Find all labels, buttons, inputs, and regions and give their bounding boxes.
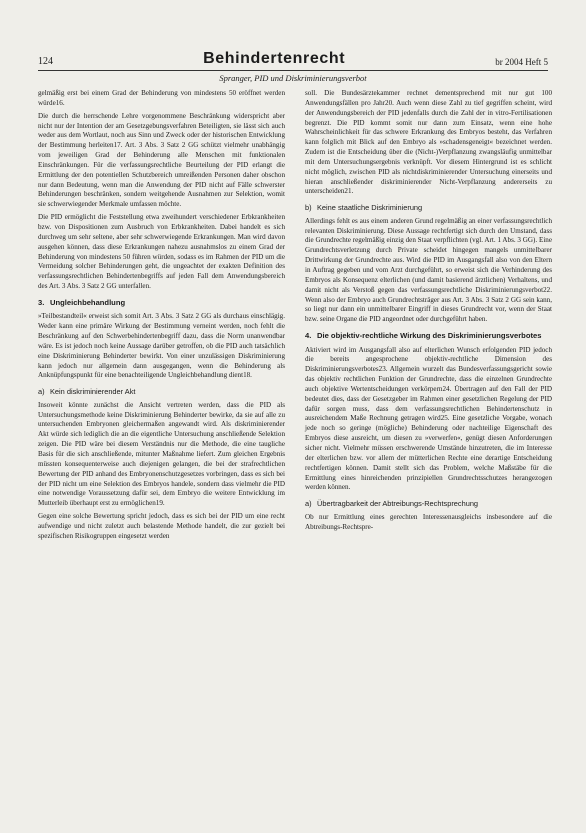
running-title: Spranger, PID und Diskriminierungsverbot — [219, 73, 367, 83]
section-heading — [38, 298, 285, 308]
section-number: 4. — [305, 331, 312, 341]
section-title: Kein diskriminierender Akt — [50, 387, 136, 397]
section-heading — [305, 331, 552, 341]
section-title: Übertragbarkeit der Abtreibungs-Rechtsprechung — [317, 499, 479, 509]
section-heading — [305, 203, 552, 213]
paragraph: »Teilbestandteil« erweist sich somit Art. 3 Abs. 3 Satz 2 GG als durchaus einschlägig. Weder kann eine primäre Wirkung der Bestimmung verneint werden, noch fehlt die Beschränkung auf den Schwerbehindertenbegriff dazu, dass die Norm unanwendbar wäre. Es ist jedoch noch keine Aussage darüber getroffen, ob die PID auch tatsächlich eine Diskriminierung Behinderter bewirkt. Von einer unzulässigen Diskriminierung kann jedoch nur allgemein dann ausgegangen, wenn die Behinderung als Anknüpfungspunkt für eine benachteiligende Ungleichbehandlung dient18. — [38, 312, 285, 380]
section-heading — [38, 387, 285, 397]
section-number: b) — [305, 203, 312, 213]
paragraph: Gegen eine solche Bewertung spricht jedoch, dass es sich bei der PID um eine recht aufwendige und nicht zuletzt auch belastende Methode handelt, die zur gezielt bei spezifischen Risikogruppen eingesetzt werden — [38, 512, 285, 540]
section-number: a) — [38, 387, 45, 397]
journal-title: Behindertenrecht — [203, 50, 346, 67]
section-title: Keine staatliche Diskriminierung — [317, 203, 423, 213]
issue-label: br 2004 Heft 5 — [495, 57, 548, 67]
paragraph: soll. Die Bundesärztekammer rechnet dementsprechend mit nur gut 100 Anwendungsfällen pro Jahr20. Auch wenn diese Zahl zu tief gegriffen scheint, wird der Anwendungsbereich der PID jedenfalls durch die Zahl der in vitro-Fertilisationen begrenzt. Die PID kommt somit nur dann zum Einsatz, wenn eine hohe Wahrscheinlichkeit für das schwere Erkrankung des Embryos besteht, das Verfahren kann folglich mit Blick auf den Embryo als »schadensgeneigt« bezeichnet werden. Zudem ist die Entscheidung über die (Nicht-)Verpflanzung zwangsläufig unmittelbar mit dem Untersuchungsergebnis verknüpft. Vor diesem Hintergrund ist es schlicht nicht möglich, zwischen PID als nichtdiskriminierender Untersuchung einerseits und hieran anschließender diskriminierender Nicht-Verpflanzung andererseits zu unterscheiden21. — [305, 89, 552, 196]
paragraph: Die PID ermöglicht die Feststellung etwa zweihundert verschiedener Erbkrankheiten bzw. von Dispositionen zum Ausbruch von Erbkrankheiten. Dabei handelt es sich durchweg um sehr seltene, aber sehr schwerwiegende Erkrankungen. Man wird davon ausgehen können, dass diese Erkrankungen nahezu ausnahmslos zu einem Grad der Behinderung von mindestens 50 führen würden, sodass es im Rahmen der PID um die Vermeidung solcher Behinderungen geht, die ungeachtet der exakten Definition des verfassungsrechtlichen Behindertenbegriffs auf jeden Fall dem Anwendungsbereich des Art. 3 Abs. 3 Satz 2 GG unterfallen. — [38, 213, 285, 291]
page-number: 124 — [38, 56, 53, 67]
section-title: Ungleichbehandlung — [50, 297, 126, 307]
paragraph: Ob nur Ermittlung eines gerechten Interessenausgleichs insbesondere auf die Abtreibungs-Rechtspre- — [305, 512, 552, 531]
left-column — [38, 89, 285, 545]
paragraph: gelmäßig erst bei einem Grad der Behinderung von mindestens 50 eröffnet werden würde16. — [38, 89, 285, 107]
page-header — [38, 46, 548, 71]
section-heading — [305, 499, 552, 509]
section-number: a) — [305, 499, 312, 509]
paragraph: Aktiviert wird im Ausgangsfall also auf elterlichen Wunsch erfolgenden PID jedoch die bereits angesprochene objektiv-rechtliche Dimension des Diskriminierungsverbotes23. Allgemein wurzelt das Bundesverfassungsgericht sowie das objektiv rechtlichen Funktion der Grundrechte, dass die einzelnen Grundrechte auch objektive Wertentscheidungen verkörpern24. Übertragen auf den Fall der PID bedeutet dies, dass der Gesetzgeber im Rahmen einer gesetzlichen Regelung der PID dafür sorgen muss, dass dem verfassungsrechtlichen Behindertenschutz in ausreichendem Maße Rechnung getragen wird25. Eine gesetzliche Vorgabe, wonach jede noch so geringe (mögliche) Behinderung oder nachteilige Eigenschaft des Embryos diese ausreicht, um diesen zu »verwerfen«, genügt diesen Anforderungen sicher nicht. Vielmehr müssen erschwerende Umstände hinzutreten, die im Interesse der elterlichen bzw. vor allem der mütterlichen Rechte eine derartige Entscheidung rechtfertigen können. Damit stellt sich das Problem, welche Maßstäbe für die Ermittlung eines hinreichenden prinzipiellen Grundrechtsschutzes herangezogen werden können. — [305, 345, 552, 492]
paragraph: Insoweit könnte zunächst die Ansicht vertreten werden, dass die PID als Untersuchungsmethode keine Diskriminierung Behinderter bewirke, da sie auf alle zu untersuchenden Embryonen gleichermaßen angewandt wird. Als diskriminierender Akt würde sich lediglich die an die eigentliche Untersuchung anschließende Selektion zeigen. Die PID wäre bei diesem Verständnis nur die Methode, die eine taugliche Basis für die sich anschließende, mitunter Maßnahme liefert. Zum gleichen Ergebnis müssten konsequenterweise auch diejenigen gelangen, die bei der strafrechtlichen Bewertung der PID anhand des Embryonenschutzgesetzes vorbringen, dass es sich bei der PID nicht um eine Selektion des Embryos handele, sondern dass vielmehr die PID eine notwendige Voraussetzung dafür sei, dem Embryo die weitere Entwicklung im Mutterleib überhaupt erst zu ermöglichen19. — [38, 400, 285, 508]
paragraph: Allerdings fehlt es aus einem anderen Grund regelmäßig an einer verfassungsrechtlich relevanten Diskriminierung. Diese Aussage rechtfertigt sich durch den Umstand, dass die Grundrechte regelmäßig einzig den Staat verpflichten (vgl. Art. 1 Abs. 3 GG). Eine Grundrechtsverletzung durch Private scheidet hingegen mangels unmittelbarer Drittwirkung der Grundrechte aus. Wird die PID im Ausgangsfall also von den Eltern in Auftrag gegeben und vom Arzt durchgeführt, so erweist sich die Verhinderung des Embryos als Konsequenz elterlichen (und damit basierend ärztlichen) Verhaltens, und damit nicht als Verstoß gegen das verfassungsrechtliche Diskriminierungsverbot22. Wenn also der Embryo auch Grundrechtsträger aus Art. 3 Abs. 3 Satz 2 GG sein kann, so liegt nur dann ein unmittelbarer Eingriff in dieses Grundrecht vor, wenn der Staat bzw. seine Organe die PID angeordnet oder durchgeführt haben. — [305, 216, 552, 324]
section-number: 3. — [38, 297, 45, 307]
paragraph: Die durch die herrschende Lehre vorgenommene Beschränkung widerspricht aber nicht nur der Intention der am Gesetzgebungsverfahren Beteiligten, sie lässt sich auch weder aus dem Wortlaut, noch aus Sinn und Zweck oder der historischen Entwicklung der Bestimmung herleiten17. Art. 3 Abs. 3 Satz 2 GG schützt vielmehr unabhängig vom jeweiligen Grad der Behinderung alle Menschen mit funktionalen Einschränkungen. Für die verfassungsrechtliche Beurteilung der PID erlangt die Ermittlung der den potentiellen Schutzbereich umreißenden Personen daher obschon nur dann Bedeutung, wenn man die Anwendung der PID nicht auf Fälle schwerster Behinderungen beschränken, sondern weitgehende Ausnahmen zur Selektion, womit sie schwerwiegender Merkmale umfassen möchte. — [38, 111, 285, 209]
right-column — [305, 89, 552, 535]
section-title: Die objektiv-rechtliche Wirkung des Diskriminierungsverbotes — [317, 331, 542, 341]
